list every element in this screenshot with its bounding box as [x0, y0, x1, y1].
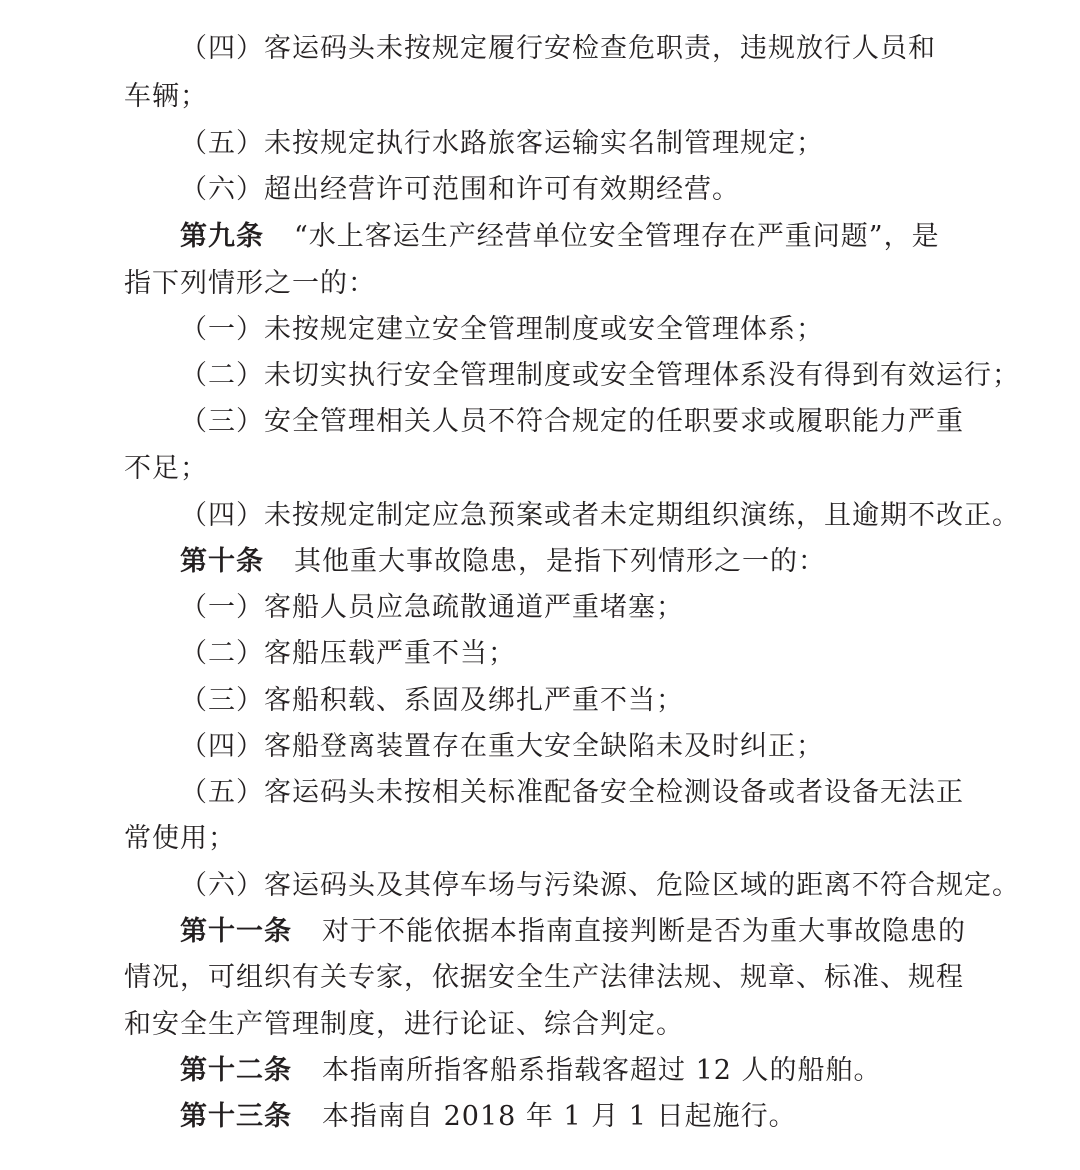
article-heading: 第九条 — [180, 221, 264, 252]
article-12 — [180, 1054, 882, 1088]
text-line: 常使用； — [124, 823, 236, 854]
text-line: 情况，可组织有关专家，依据安全生产法律法规、规章、标准、规程 — [124, 962, 964, 993]
text-line: （三）客船积载、系固及绑扎严重不当； — [180, 685, 684, 716]
text-line: （四）客船登离装置存在重大安全缺陷未及时纠正； — [180, 731, 824, 762]
text-line: （六）客运码头及其停车场与污染源、危险区域的距离不符合规定。 — [180, 870, 1020, 901]
article-text: 其他重大事故隐患，是指下列情形之一的： — [294, 546, 826, 577]
article-9 — [180, 220, 940, 254]
article-text: 本指南自 2018 年 1 月 1 日起施行。 — [322, 1101, 797, 1132]
article-text: “水上客运生产经营单位安全管理存在严重问题”，是 — [294, 221, 940, 252]
article-heading: 第十三条 — [180, 1101, 292, 1132]
text-line: （二）客船压载严重不当； — [180, 638, 516, 669]
text-line: （二）未切实执行安全管理制度或安全管理体系没有得到有效运行； — [180, 360, 1020, 391]
text-line: （六）超出经营许可范围和许可有效期经营。 — [180, 174, 740, 205]
text-line: （三）安全管理相关人员不符合规定的任职要求或履职能力严重 — [180, 406, 964, 437]
text-line: 不足； — [124, 453, 208, 484]
article-heading: 第十二条 — [180, 1055, 292, 1086]
article-10 — [180, 545, 826, 579]
text-line: 指下列情形之一的： — [124, 268, 376, 299]
text-line: （四）未按规定制定应急预案或者未定期组织演练，且逾期不改正。 — [180, 500, 1020, 531]
article-13 — [180, 1100, 797, 1134]
text-line: （一）未按规定建立安全管理制度或安全管理体系； — [180, 314, 824, 345]
article-text: 本指南所指客船系指载客超过 12 人的船舶。 — [322, 1055, 882, 1086]
article-heading: 第十条 — [180, 546, 264, 577]
text-line: （四）客运码头未按规定履行安检查危职责，违规放行人员和 — [180, 33, 936, 64]
article-11 — [180, 915, 966, 949]
text-line: （五）客运码头未按相关标准配备安全检测设备或者设备无法正 — [180, 777, 964, 808]
text-line: 车辆； — [124, 81, 208, 112]
text-line: （一）客船人员应急疏散通道严重堵塞； — [180, 592, 684, 623]
article-text: 对于不能依据本指南直接判断是否为重大事故隐患的 — [322, 916, 966, 947]
text-line: 和安全生产管理制度，进行论证、综合判定。 — [124, 1009, 684, 1040]
article-heading: 第十一条 — [180, 916, 292, 947]
text-line: （五）未按规定执行水路旅客运输实名制管理规定； — [180, 128, 824, 159]
